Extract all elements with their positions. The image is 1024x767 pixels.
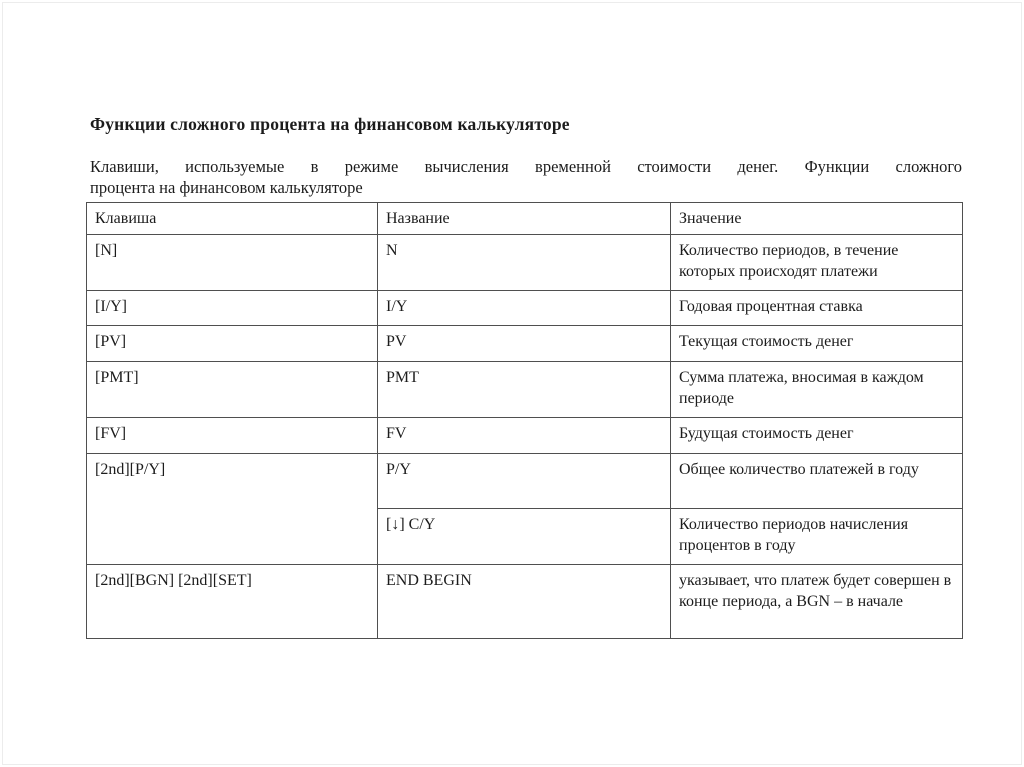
cell-value: указывает, что платеж будет совершен в конце периода, а BGN – в начале bbox=[671, 565, 963, 639]
cell-name: I/Y bbox=[378, 291, 671, 326]
cell-key: [PV] bbox=[87, 326, 378, 362]
intro-line-2: процента на финансовом калькуляторе bbox=[90, 178, 363, 197]
intro-paragraph bbox=[90, 156, 962, 198]
table-row bbox=[87, 291, 963, 326]
cell-key: [I/Y] bbox=[87, 291, 378, 326]
cell-value: Общее количество платежей в году bbox=[671, 454, 963, 509]
cell-key: [PMT] bbox=[87, 362, 378, 418]
table-row bbox=[87, 454, 963, 509]
header-value: Значение bbox=[671, 203, 963, 235]
cell-value: Сумма платежа, вносимая в каждом периоде bbox=[671, 362, 963, 418]
cell-key-merged: [2nd][P/Y] bbox=[87, 454, 378, 565]
table-header-row bbox=[87, 203, 963, 235]
cell-value: Количество периодов начисления процентов в году bbox=[671, 509, 963, 565]
cell-name: P/Y bbox=[378, 454, 671, 509]
cell-name: PV bbox=[378, 326, 671, 362]
cell-name: FV bbox=[378, 418, 671, 454]
table-row bbox=[87, 418, 963, 454]
table-row bbox=[87, 235, 963, 291]
table-row bbox=[87, 362, 963, 418]
cell-value: Будущая стоимость денег bbox=[671, 418, 963, 454]
cell-value: Годовая процентная ставка bbox=[671, 291, 963, 326]
cell-key: [N] bbox=[87, 235, 378, 291]
cell-name: END BEGIN bbox=[378, 565, 671, 639]
cell-name: N bbox=[378, 235, 671, 291]
page-title: Функции сложного процента на финансовом калькуляторе bbox=[90, 114, 570, 134]
cell-value: Количество периодов, в течение которых происходят платежи bbox=[671, 235, 963, 291]
cell-value: Текущая стоимость денег bbox=[671, 326, 963, 362]
header-name: Название bbox=[378, 203, 671, 235]
intro-line-1: Клавиши, используемые в режиме вычисления временной стоимости денег. Функции сложного bbox=[90, 157, 962, 176]
calculator-functions-table bbox=[86, 202, 963, 639]
table-row bbox=[87, 565, 963, 639]
cell-name: PMT bbox=[378, 362, 671, 418]
cell-name: [↓] C/Y bbox=[378, 509, 671, 565]
cell-key: [2nd][BGN] [2nd][SET] bbox=[87, 565, 378, 639]
cell-key: [FV] bbox=[87, 418, 378, 454]
header-key: Клавиша bbox=[87, 203, 378, 235]
table-row bbox=[87, 326, 963, 362]
